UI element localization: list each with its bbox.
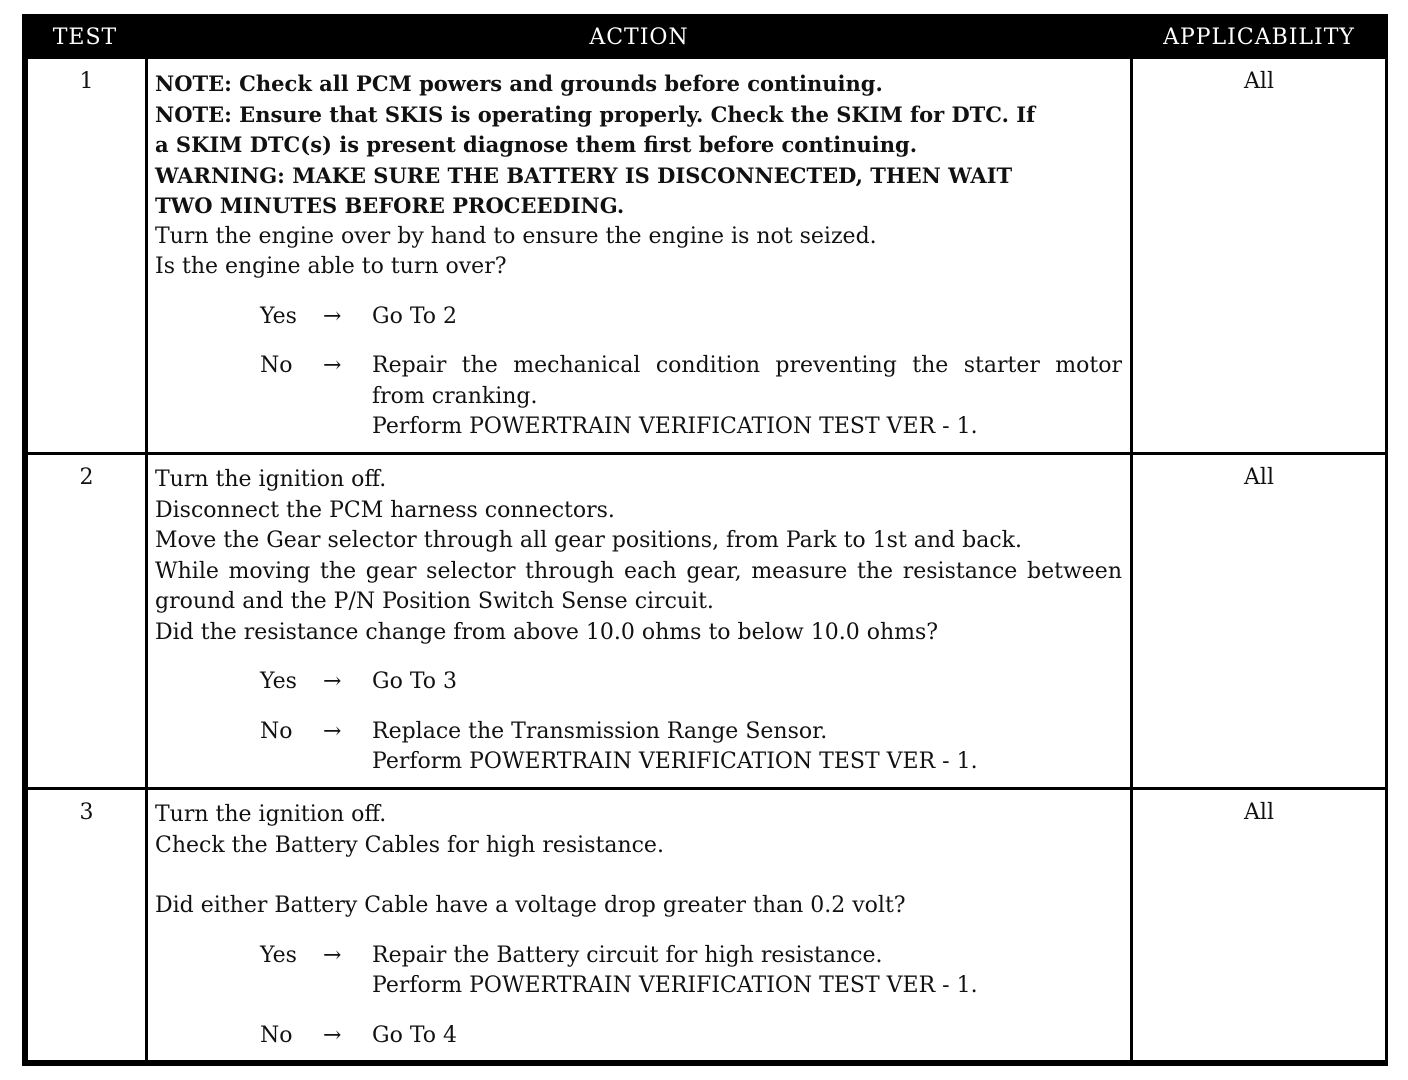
action-line: Turn the engine over by hand to ensure the engine is not seized. [155, 223, 877, 249]
arrow-icon: → [323, 1022, 342, 1048]
no-result: from cranking. [372, 383, 538, 409]
note-line: NOTE: Ensure that SKIS is operating properly. Check the SKIM for DTC. If [155, 101, 1036, 127]
arrow-icon: → [323, 718, 342, 744]
arrow-icon: → [323, 353, 342, 378]
yes-result: Go To 3 [372, 669, 458, 694]
yes-label: Yes [260, 303, 297, 329]
applicability-3: All [1133, 790, 1385, 1060]
applicability-1: All [1133, 59, 1385, 452]
question-line: Did the resistance change from above 10.0 ohms to below 10.0 ohms? [155, 619, 939, 645]
warning-line: TWO MINUTES BEFORE PROCEEDING. [155, 193, 625, 218]
action-line: ground and the P/N Position Switch Sense circuit. [155, 589, 714, 614]
action-cell-2 [148, 455, 1130, 787]
yes-branch [260, 941, 1122, 1002]
no-result: Perform POWERTRAIN VERIFICATION TEST VER - 1. [372, 749, 978, 774]
yes-result: Go To 2 [372, 303, 458, 329]
header-test: TEST [52, 25, 118, 50]
arrow-icon: → [323, 669, 342, 694]
question-line: Is the engine able to turn over? [155, 254, 507, 279]
no-label: No [260, 353, 293, 378]
no-branch [260, 1021, 1122, 1052]
question-line: Did either Battery Cable have a voltage drop greater than 0.2 volt? [155, 893, 906, 918]
arrow-icon: → [323, 303, 342, 329]
test-number-2: 2 [28, 455, 145, 787]
test-number-1: 1 [28, 59, 145, 452]
action-cell-1 [148, 59, 1130, 452]
yes-branch [260, 667, 1122, 698]
arrow-icon: → [323, 942, 342, 968]
action-line: Turn the ignition off. [155, 467, 387, 492]
note-line: a SKIM DTC(s) is present diagnose them first before continuing. [155, 132, 918, 157]
applicability-2: All [1133, 455, 1385, 787]
no-label: No [260, 1022, 293, 1048]
no-result: Repair the mechanical condition preventing the starter motor [372, 353, 1122, 378]
yes-label: Yes [260, 669, 297, 694]
yes-result: Repair the Battery circuit for high resistance. [372, 942, 883, 968]
action-line: Check the Battery Cables for high resistance. [155, 832, 664, 858]
action-line: Turn the ignition off. [155, 802, 387, 827]
action-line: Move the Gear selector through all gear positions, from Park to 1st and back. [155, 528, 1022, 553]
no-result: Perform POWERTRAIN VERIFICATION TEST VER - 1. [372, 414, 978, 439]
diagnostic-table [22, 14, 1388, 1066]
action-line: While moving the gear selector through each gear, measure the resistance between [155, 558, 1122, 584]
action-line: Disconnect the PCM harness connectors. [155, 497, 615, 523]
yes-label: Yes [260, 942, 297, 968]
no-result: Go To 4 [372, 1022, 458, 1048]
action-cell-3 [148, 790, 1130, 1060]
no-result: Replace the Transmission Range Sensor. [372, 718, 828, 744]
yes-result: Perform POWERTRAIN VERIFICATION TEST VER - 1. [372, 973, 978, 998]
note-line: NOTE: Check all PCM powers and grounds before continuing. [155, 71, 883, 96]
no-branch [260, 351, 1122, 443]
yes-branch [260, 302, 1122, 333]
table-header [25, 17, 1385, 59]
no-label: No [260, 718, 293, 744]
no-branch [260, 717, 1122, 778]
warning-line: WARNING: MAKE SURE THE BATTERY IS DISCONNECTED, THEN WAIT [155, 162, 1013, 188]
header-action: ACTION [589, 25, 689, 50]
header-applicability: APPLICABILITY [1163, 25, 1355, 50]
test-number-3: 3 [28, 790, 145, 1060]
